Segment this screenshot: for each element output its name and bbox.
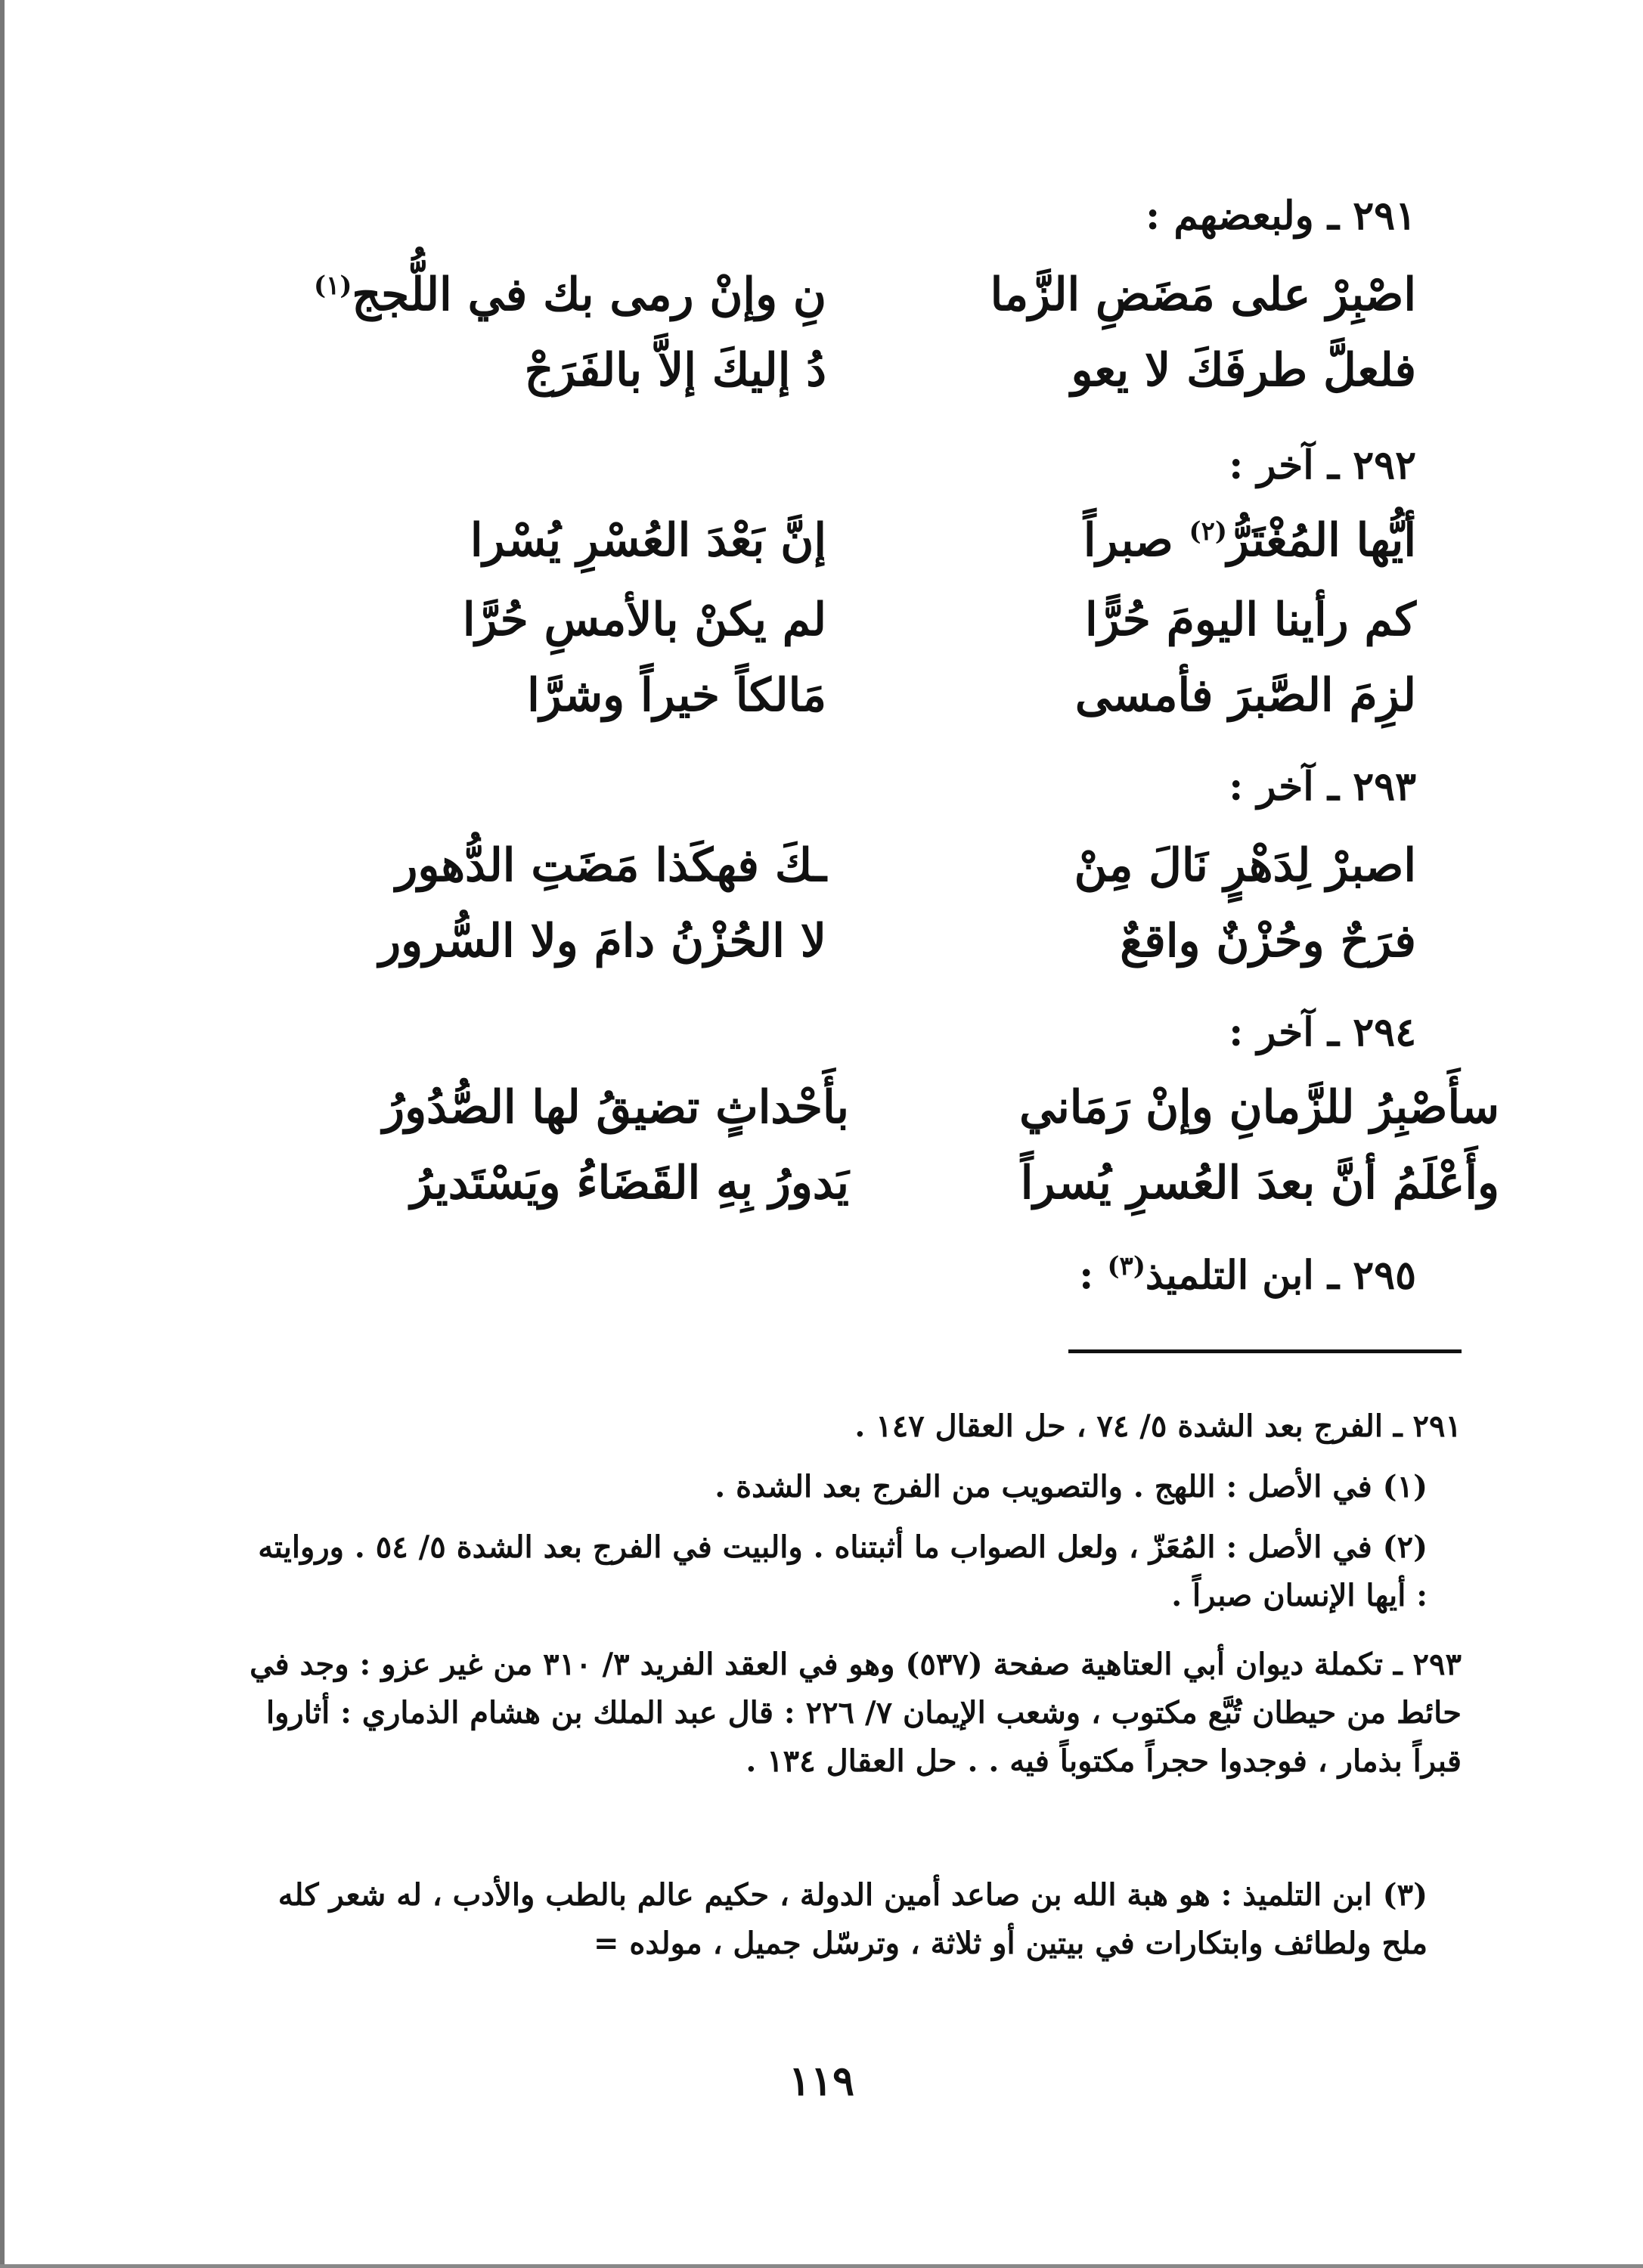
verse-292-2-right: كم رأينا اليومَ حُرًّا	[1085, 593, 1416, 646]
footnote-marker: (٢)	[1189, 516, 1227, 547]
poem-heading-291: ٢٩١ ـ ولبعضهم :	[1145, 193, 1416, 239]
verse-291-2-right: فلعلَّ طرفَكَ لا يعو	[1071, 344, 1416, 397]
footnote-291: ٢٩١ ـ الفرج بعد الشدة ٥/ ٧٤ ، حل العقال ١٤٧ .	[854, 1408, 1462, 1444]
verse-293-1-left: ـكَ فهكَذا مَضَتِ الدُّهور	[395, 839, 826, 892]
verse-292-3-left: مَالكاً خيراً وشرَّا	[527, 669, 826, 722]
footnote-2: (٢) في الأصل : المُعَزّ ، ولعل الصواب ما أثبتناه . والبيت في الفرج بعد الشدة ٥/ ٥٤ . وروايته : أيها الإنسان صبراً .	[258, 1529, 1428, 1613]
verse-293-2-left: لا الحُزْنُ دامَ ولا السُّرور	[379, 915, 826, 968]
footnote-293: ٢٩٣ ـ تكملة ديوان أبي العتاهية صفحة (٥٣٧) وهو في العقد الفريد ٣/ ٣١٠ من غير عزو : وجد في حائط من حيطان تُبَّع مكتوب ، وشعب الإيمان ٧/ ٢٢٦ : قال عبد الملك بن هشام الذماري : أثاروا قبراً بذمار ، فوجدوا حجراً مكتوباً فيه . . حل العقال ١٣٤ .	[250, 1647, 1462, 1779]
footnote-1: (١) في الأصل : اللهج . والتصويب من الفرج بعد الشدة .	[715, 1469, 1428, 1504]
poem-heading-295: ٢٩٥ ـ ابن التلميذ$^{(٣)}$ :	[1079, 1251, 1416, 1299]
poem-heading-292: ٢٩٢ ـ آخر :	[1229, 442, 1416, 488]
verse-293-1-right: اصبرْ لِدَهْرٍ نَالَ مِنْ	[1074, 839, 1416, 892]
footnote-3: (٣) ابن التلميذ : هو هبة الله بن صاعد أمين الدولة ، حكيم عالم بالطب والأدب ، له شعر كله ملح ولطائف وابتكارات في بيتين أو ثلاثة ، وترسّل جميل ، مولده =	[277, 1877, 1428, 1961]
verse-293-2-right: فرَحٌ وحُزْنٌ واقعٌ	[1120, 915, 1416, 968]
footnote-marker: (٣)	[1107, 1251, 1145, 1281]
page-number: ١١٩	[788, 2056, 854, 2105]
verse-292-2-left: لم يكنْ بالأمسِ حُرَّا	[462, 593, 826, 646]
verse-292-1-left: إنَّ بَعْدَ العُسْرِ يُسْرا	[470, 514, 826, 567]
verse-291-2-left: دُ إليكَ إلاَّ بالفَرَجْ	[524, 344, 826, 397]
verse-294-1-right: سأَصْبِرُ للزَّمانِ وإنْ رَمَاني	[1019, 1081, 1499, 1134]
poem-heading-293: ٢٩٣ ـ آخر :	[1229, 764, 1416, 810]
verse-292-1-right: أيُّها المُغْتَرُّ$^{(٢)}$ صبراً	[1083, 514, 1416, 567]
footnote-separator	[1068, 1349, 1462, 1353]
verse-294-1-left: بأَحْداثٍ تضيقُ لها الصُّدُورُ	[383, 1081, 849, 1134]
verse-291-1-left: نِ وإنْ رمى بك في اللُّجج$^{(١)}$	[313, 268, 826, 321]
scan-edge-bottom	[0, 2264, 1643, 2268]
scan-edge-left	[0, 0, 5, 2268]
verse-294-2-right: وأَعْلَمُ أنَّ بعدَ العُسرِ يُسراً	[1020, 1157, 1499, 1210]
verse-292-3-right: لزِمَ الصَّبرَ فأمسى	[1074, 669, 1416, 722]
poem-heading-294: ٢٩٤ ـ آخر :	[1229, 1009, 1416, 1055]
verse-294-2-left: يَدورُ بِهِ القَضَاءُ ويَسْتَديرُ	[410, 1157, 849, 1210]
verse-291-1-right: اصْبِرْ على مَضَضِ الزَّما	[990, 268, 1416, 321]
footnote-marker: (١)	[313, 271, 352, 301]
